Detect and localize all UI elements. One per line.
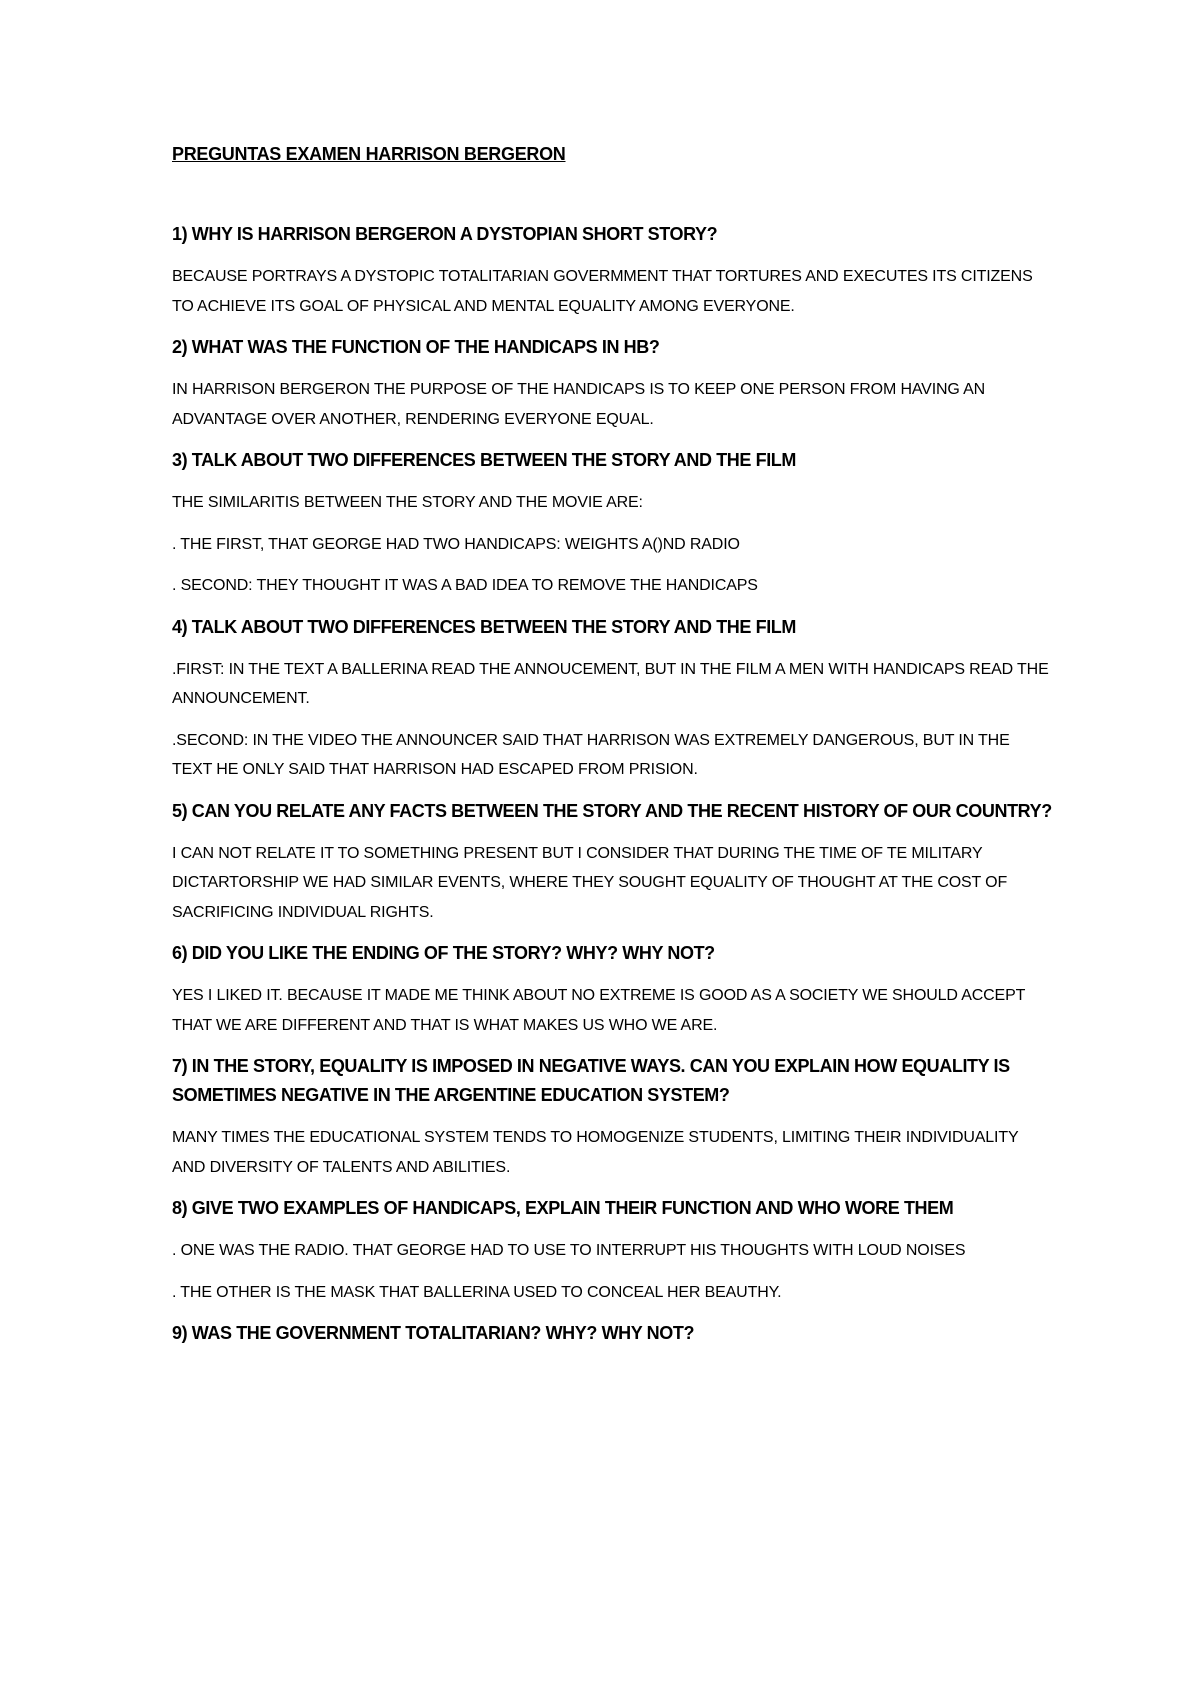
qa-section-3: [172, 446, 1052, 601]
qa-section-9: [172, 1319, 1052, 1348]
answer-4-1: .FIRST: IN THE TEXT A BALLERINA READ THE ANNOUCEMENT, BUT IN THE FILM A MEN WITH HANDICAPS READ THE ANNOUNCEMENT.: [172, 660, 1049, 707]
answer-4-2: .SECOND: IN THE VIDEO THE ANNOUNCER SAID THAT HARRISON WAS EXTREMELY DANGEROUS, BUT IN THE TEXT HE ONLY SAID THAT HARRISON HAD ESCAPED FROM PRISION.: [172, 731, 1010, 778]
answer-3-1: THE SIMILARITIS BETWEEN THE STORY AND THE MOVIE ARE:: [172, 494, 643, 511]
answer-5-1: I CAN NOT RELATE IT TO SOMETHING PRESENT BUT I CONSIDER THAT DURING THE TIME OF TE MILITARY DICTARTORSHIP WE HAD SIMILAR EVENTS, WHERE THEY SOUGHT EQUALITY OF THOUGHT AT THE COST OF SACRIFICING INDIVIDUAL RIGHTS.: [172, 844, 1008, 921]
document-title: PREGUNTAS EXAMEN HARRISON BERGERON: [172, 144, 566, 164]
qa-section-8: [172, 1194, 1052, 1307]
answer-1-1: BECAUSE PORTRAYS A DYSTOPIC TOTALITARIAN GOVERMMENT THAT TORTURES AND EXECUTES ITS CITIZENS TO ACHIEVE ITS GOAL OF PHYSICAL AND MENTAL EQUALITY AMONG EVERYONE.: [172, 268, 1033, 315]
qa-section-2: [172, 333, 1052, 434]
question-4: 4) TALK ABOUT TWO DIFFERENCES BETWEEN THE STORY AND THE FILM: [172, 616, 796, 637]
question-9: 9) WAS THE GOVERNMENT TOTALITARIAN? WHY? WHY NOT?: [172, 1323, 695, 1343]
qa-section-6: [172, 939, 1052, 1040]
question-8: 8) GIVE TWO EXAMPLES OF HANDICAPS, EXPLAIN THEIR FUNCTION AND WHO WORE THEM: [172, 1198, 954, 1218]
question-5: 5) CAN YOU RELATE ANY FACTS BETWEEN THE STORY AND THE RECENT HISTORY OF OUR COUNTRY?: [172, 800, 1052, 821]
question-2: 2) WHAT WAS THE FUNCTION OF THE HANDICAPS IN HB?: [172, 337, 660, 357]
answer-7-1: MANY TIMES THE EDUCATIONAL SYSTEM TENDS TO HOMOGENIZE STUDENTS, LIMITING THEIR INDIVIDUALITY AND DIVERSITY OF TALENTS AND ABILITIES.: [172, 1129, 1019, 1176]
question-1: 1) WHY IS HARRISON BERGERON A DYSTOPIAN SHORT STORY?: [172, 224, 718, 244]
question-7: 7) IN THE STORY, EQUALITY IS IMPOSED IN NEGATIVE WAYS. CAN YOU EXPLAIN HOW EQUALITY IS SOMETIMES NEGATIVE IN THE ARGENTINE EDUCATION SYSTEM?: [172, 1056, 1010, 1105]
qa-section-7: [172, 1052, 1052, 1182]
answer-8-2: . THE OTHER IS THE MASK THAT BALLERINA USED TO CONCEAL HER BEAUTHY.: [172, 1283, 782, 1301]
answer-8-1: . ONE WAS THE RADIO. THAT GEORGE HAD TO USE TO INTERRUPT HIS THOUGHTS WITH LOUD NOISES: [172, 1242, 966, 1259]
qa-section-1: [172, 220, 1052, 321]
document-page: [172, 140, 1052, 1361]
answer-3-2: . THE FIRST, THAT GEORGE HAD TWO HANDICAPS: WEIGHTS A()ND RADIO: [172, 535, 740, 553]
question-6: 6) DID YOU LIKE THE ENDING OF THE STORY? WHY? WHY NOT?: [172, 943, 715, 963]
answer-3-3: . SECOND: THEY THOUGHT IT WAS A BAD IDEA TO REMOVE THE HANDICAPS: [172, 577, 758, 594]
answer-6-1: YES I LIKED IT. BECAUSE IT MADE ME THINK ABOUT NO EXTREME IS GOOD AS A SOCIETY WE SHOULD ACCEPT THAT WE ARE DIFFERENT AND THAT IS WHAT MAKES US WHO WE ARE.: [172, 987, 1025, 1034]
answer-2-1: IN HARRISON BERGERON THE PURPOSE OF THE HANDICAPS IS TO KEEP ONE PERSON FROM HAVING AN ADVANTAGE OVER ANOTHER, RENDERING EVERYONE EQUAL.: [172, 381, 986, 428]
question-3: 3) TALK ABOUT TWO DIFFERENCES BETWEEN THE STORY AND THE FILM: [172, 450, 796, 470]
qa-section-5: [172, 797, 1052, 928]
qa-section-4: [172, 613, 1052, 785]
